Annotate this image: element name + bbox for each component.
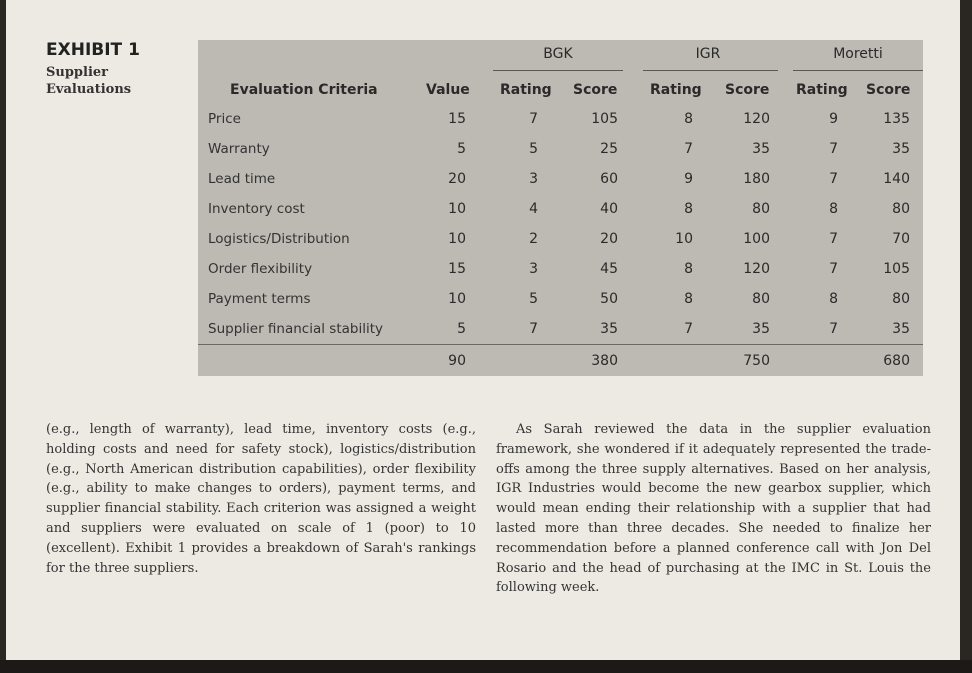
moretti-rating-cell: 7 [829, 321, 838, 337]
igr-rating-cell: 9 [684, 171, 693, 187]
bgk-score-cell: 25 [600, 141, 618, 157]
moretti-rating-cell: 8 [829, 291, 838, 307]
criteria-cell: Logistics/Distribution [208, 231, 350, 247]
moretti-rating-cell: 9 [829, 111, 838, 127]
igr-score-cell: 180 [743, 171, 770, 187]
header-moretti-rating: Rating [796, 82, 848, 98]
igr-score-cell: 80 [752, 201, 770, 217]
criteria-cell: Supplier financial stability [208, 321, 383, 337]
igr-rating-cell: 7 [684, 141, 693, 157]
value-cell: 15 [448, 261, 466, 277]
igr-rating-cell: 8 [684, 111, 693, 127]
criteria-cell: Price [208, 111, 241, 127]
header-igr-score: Score [725, 82, 770, 98]
table-row [198, 165, 923, 195]
moretti-score-cell: 70 [892, 231, 910, 247]
bgk-rating-cell: 3 [529, 171, 538, 187]
moretti-rating-cell: 7 [829, 171, 838, 187]
igr-score-cell: 80 [752, 291, 770, 307]
header-value: Value [426, 82, 470, 98]
moretti-rating-cell: 8 [829, 201, 838, 217]
header-evaluation-criteria: Evaluation Criteria [230, 82, 378, 98]
moretti-score-cell: 135 [883, 111, 910, 127]
igr-rating-cell: 8 [684, 291, 693, 307]
igr-score-cell: 35 [752, 321, 770, 337]
totals-row [198, 344, 923, 377]
moretti-score-cell: 105 [883, 261, 910, 277]
criteria-cell: Lead time [208, 171, 276, 187]
total-igr-score: 750 [743, 353, 770, 369]
value-cell: 10 [448, 231, 466, 247]
header-bgk-rating: Rating [500, 82, 552, 98]
igr-rating-cell: 7 [684, 321, 693, 337]
table-row [198, 195, 923, 225]
bgk-rating-cell: 4 [529, 201, 538, 217]
right-paragraph: As Sarah reviewed the data in the supplier evaluation framework, she wondered if it adequately represented the trade-offs among the three supply alternatives. Based on her analysis, IGR Industries would become the new gearbox supplier, which would mean ending their relationship with a supplier that had lasted more than three decades. She needed to finalize her recommendation before a planned conference call with Jon Del Rosario and the head of purchasing at the IMC in St. Louis the following week. [496, 422, 931, 596]
header-moretti-score: Score [866, 82, 911, 98]
value-cell: 5 [457, 321, 466, 337]
table-row [198, 285, 923, 315]
supplier-evaluation-table [198, 40, 923, 376]
bgk-score-cell: 20 [600, 231, 618, 247]
criteria-cell: Order flexibility [208, 261, 313, 277]
table-row [198, 105, 923, 135]
group-header-moretti: Moretti [833, 46, 883, 62]
igr-rating-cell: 8 [684, 261, 693, 277]
moretti-score-cell: 80 [892, 201, 910, 217]
header-bgk-score: Score [573, 82, 618, 98]
moretti-rating-cell: 7 [829, 141, 838, 157]
bgk-rating-cell: 7 [529, 321, 538, 337]
page-bottom-edge [0, 660, 972, 673]
bgk-rating-cell: 3 [529, 261, 538, 277]
exhibit-title: EXHIBIT 1 [46, 40, 140, 60]
total-value: 90 [448, 353, 466, 369]
value-cell: 5 [457, 141, 466, 157]
igr-score-cell: 120 [743, 261, 770, 277]
criteria-cell: Payment terms [208, 291, 311, 307]
table-row [198, 315, 923, 345]
book-page [6, 0, 960, 660]
igr-rating-cell: 10 [675, 231, 693, 247]
bgk-score-cell: 60 [600, 171, 618, 187]
value-cell: 10 [448, 201, 466, 217]
bgk-score-cell: 35 [600, 321, 618, 337]
igr-score-cell: 120 [743, 111, 770, 127]
exhibit-subtitle: Supplier Evaluations [46, 65, 132, 97]
criteria-cell: Warranty [208, 141, 270, 157]
group-rule-bgk [493, 70, 623, 71]
group-header-igr: IGR [695, 46, 721, 62]
group-header-bgk: BGK [543, 46, 573, 62]
bgk-score-cell: 50 [600, 291, 618, 307]
table-row [198, 135, 923, 165]
table-row [198, 255, 923, 285]
bgk-rating-cell: 2 [529, 231, 538, 247]
bgk-rating-cell: 5 [529, 141, 538, 157]
igr-rating-cell: 8 [684, 201, 693, 217]
igr-score-cell: 35 [752, 141, 770, 157]
bgk-rating-cell: 7 [529, 111, 538, 127]
moretti-score-cell: 80 [892, 291, 910, 307]
header-igr-rating: Rating [650, 82, 702, 98]
total-bgk-score: 380 [591, 353, 618, 369]
moretti-rating-cell: 7 [829, 261, 838, 277]
group-rule-moretti [793, 70, 923, 71]
bgk-score-cell: 45 [600, 261, 618, 277]
group-rule-igr [643, 70, 778, 71]
total-moretti-score: 680 [883, 353, 910, 369]
bgk-score-cell: 105 [591, 111, 618, 127]
igr-score-cell: 100 [743, 231, 770, 247]
bgk-rating-cell: 5 [529, 291, 538, 307]
value-cell: 20 [448, 171, 466, 187]
bgk-score-cell: 40 [600, 201, 618, 217]
criteria-cell: Inventory cost [208, 201, 305, 217]
table-row [198, 225, 923, 255]
value-cell: 10 [448, 291, 466, 307]
moretti-score-cell: 35 [892, 321, 910, 337]
value-cell: 15 [448, 111, 466, 127]
moretti-score-cell: 35 [892, 141, 910, 157]
left-paragraph: (e.g., length of warranty), lead time, inventory costs (e.g., holding costs and need for safety stock), logistics/distribution (e.g., North American distribution capabilities), order flexibility (e.g., ability to make changes to orders), payment terms, and supplier financial stability. Each criterion was assigned a weight and suppliers were evaluated on scale of 1 (poor) to 10 (excellent). Exhibit 1 provides a breakdown of Sarah's rankings for the three suppliers. [46, 422, 476, 576]
moretti-rating-cell: 7 [829, 231, 838, 247]
moretti-score-cell: 140 [883, 171, 910, 187]
